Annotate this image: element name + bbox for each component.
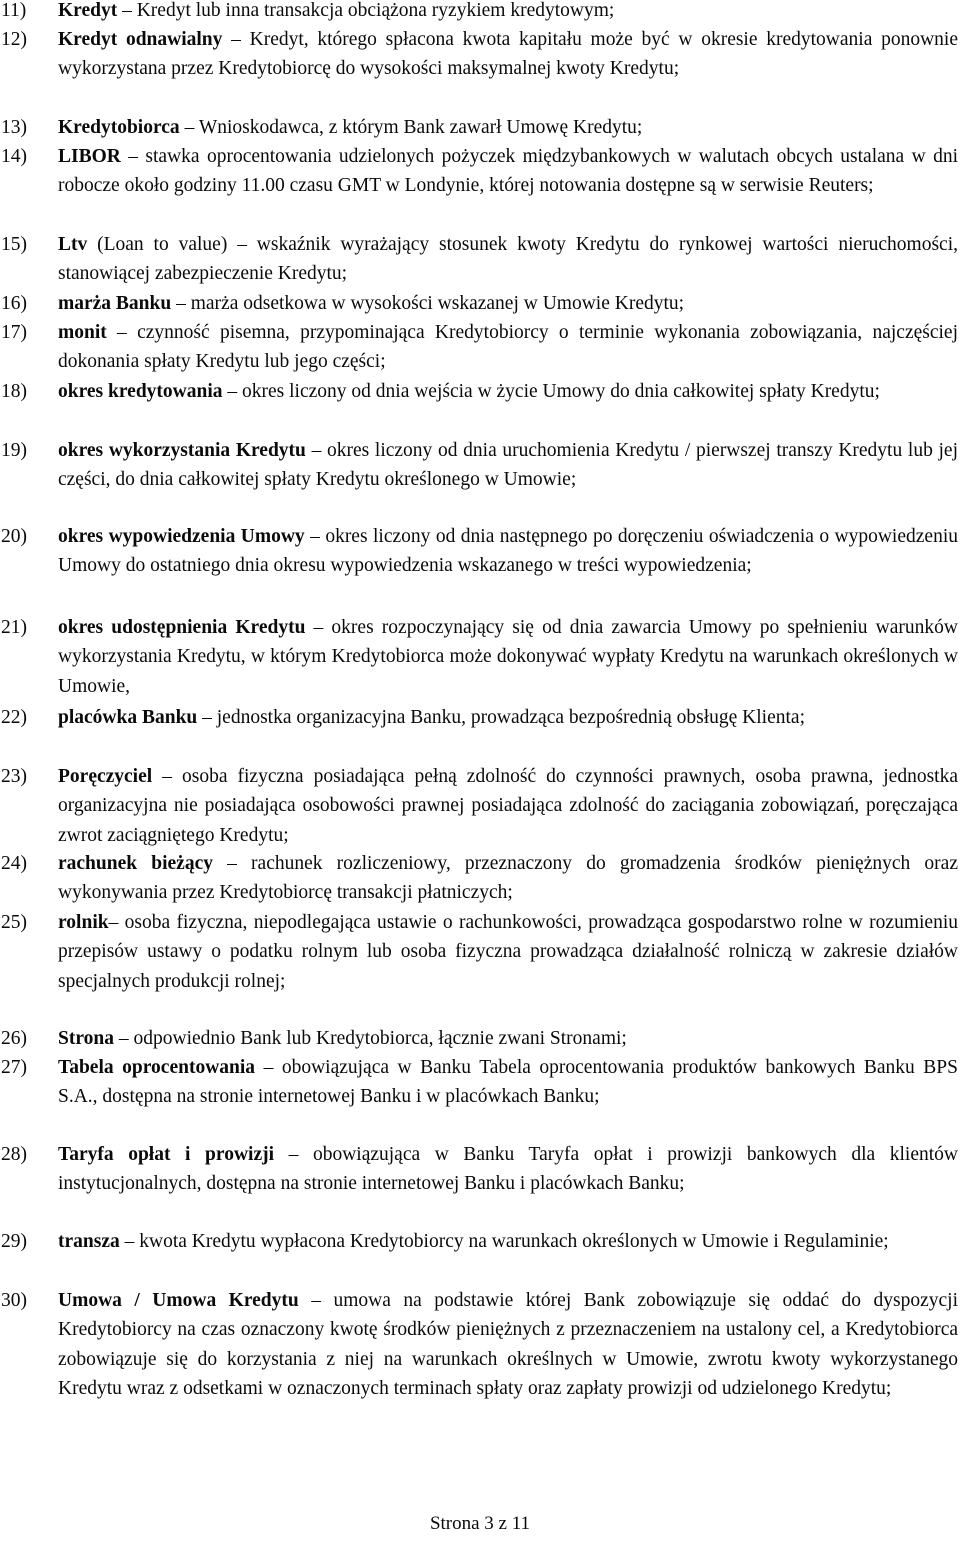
item-text — [58, 113, 958, 142]
item-text — [58, 142, 958, 201]
item-term: Kredytobiorca — [58, 117, 180, 138]
item-number: 24) — [1, 853, 27, 874]
item-text — [58, 908, 958, 996]
item-text — [58, 1053, 958, 1112]
item-term: okres kredytowania — [58, 381, 223, 402]
page-number-label: Strona 3 z 11 — [429, 1513, 531, 1534]
item-number: 26) — [1, 1028, 27, 1049]
item-number: 29) — [1, 1231, 27, 1252]
item-text — [58, 289, 958, 318]
item-term: placówka Banku — [58, 707, 198, 728]
item-number: 20) — [1, 526, 27, 547]
item-definition: – okres liczony od dnia uruchomienia Kredytu / pierwszej transzy Kredytu lub jej części, do dnia całkowitej spłaty Kredytu określonego w Umowie; — [58, 440, 958, 491]
item-definition: – odpowiednio Bank lub Kredytobiorca, łącznie zwani Stronami; — [114, 1028, 627, 1049]
item-term: LIBOR — [58, 146, 121, 167]
item-text — [58, 1024, 958, 1053]
item-definition: – osoba fizyczna, niepodlegająca ustawie o rachunkowości, prowadząca gospodarstwo rolne w rozumieniu przepisów ustawy o podatku rolnym lub osoba fizyczna prowadząca działalność rolniczą w zakresie działów specjalnych produkcji rolnej; — [58, 912, 958, 992]
item-term: transza — [58, 1231, 120, 1252]
item-text — [58, 1286, 958, 1404]
item-definition: – osoba fizyczna posiadająca pełną zdolność do czynności prawnych, osoba prawna, jednostka organizacyjna nie posiadająca osobowości prawnej posiadająca zdolność do zaciągania zobowiązań, poręczająca zwrot zaciągniętego Kredytu; — [58, 766, 958, 846]
item-number: 13) — [1, 117, 27, 138]
item-definition: – jednostka organizacyjna Banku, prowadząca bezpośrednią obsługę Klienta; — [197, 707, 805, 728]
item-text — [58, 522, 958, 581]
item-text — [58, 377, 958, 406]
item-term: okres wykorzystania Kredytu — [58, 440, 306, 461]
item-number: 17) — [1, 322, 27, 343]
item-term: rolnik — [58, 912, 109, 933]
item-definition: – umowa na podstawie której Bank zobowiązuje się oddać do dyspozycji Kredytobiorcy na czas oznaczony kwotę środków pieniężnych z przeznaczeniem na ustalony cel, a Kredytobiorca zobowiązuje się do korzystania z niej na warunkach określnych w Umowie, zwrotu kwoty wykorzystanego Kredytu wraz z odsetkami w oznaczonych terminach spłaty oraz zapłaty prowizji od udzielonego Kredytu; — [58, 1290, 959, 1400]
item-term: okres udostępnienia Kredytu — [58, 617, 306, 638]
item-term: Kredyt odnawialny — [58, 29, 223, 50]
item-text — [58, 436, 958, 495]
item-term: monit — [58, 322, 107, 343]
item-number: 19) — [1, 440, 27, 461]
item-number: 14) — [1, 146, 27, 167]
item-term: Strona — [58, 1028, 114, 1049]
item-text — [58, 703, 958, 732]
item-definition: – okres liczony od dnia wejścia w życie Umowy do dnia całkowitej spłaty Kredytu; — [222, 381, 880, 402]
item-definition: – marża odsetkowa w wysokości wskazanej w Umowie Kredytu; — [171, 293, 685, 314]
item-number: 16) — [1, 293, 27, 314]
item-definition: – okres rozpoczynający się od dnia zawarcia Umowy po spełnieniu warunków wykorzystania Kredytu, w którym Kredytobiorca może dokonywać wypłaty Kredytu na warunkach określonych w Umowie, — [58, 617, 958, 697]
item-definition: – kwota Kredytu wypłacona Kredytobiorcy na warunkach określonych w Umowie i Regulaminie; — [119, 1231, 889, 1252]
item-number: 15) — [1, 234, 27, 255]
item-number: 30) — [1, 1290, 27, 1311]
item-term: rachunek bieżący — [58, 853, 213, 874]
item-term: Taryfa opłat i prowizji — [58, 1144, 275, 1165]
item-text — [58, 1140, 958, 1199]
item-text — [58, 0, 958, 25]
item-number: 27) — [1, 1057, 27, 1078]
item-text — [58, 230, 958, 289]
item-number: 25) — [1, 912, 27, 933]
item-text — [58, 25, 958, 84]
item-text — [58, 762, 958, 850]
item-term: Kredyt — [58, 0, 118, 21]
item-definition: – Kredyt lub inna transakcja obciążona ryzykiem kredytowym; — [117, 0, 615, 21]
item-term: Tabela oprocentowania — [58, 1057, 256, 1078]
item-term: Umowa / Umowa Kredytu — [58, 1290, 299, 1311]
item-number: 18) — [1, 381, 27, 402]
item-number: 23) — [1, 766, 27, 787]
item-definition: (Loan to value) – wskaźnik wyrażający stosunek kwoty Kredytu do rynkowej wartości nieruchomości, stanowiącej zabezpieczenie Kredytu; — [58, 234, 958, 285]
item-definition: – obowiązująca w Banku Tabela oprocentowania produktów bankowych Banku BPS S.A., dostępna na stronie internetowej Banku i w placówkach Banku; — [58, 1057, 958, 1108]
item-term: Ltv — [58, 234, 88, 255]
item-definition: – Kredyt, którego spłacona kwota kapitału może być w okresie kredytowania ponownie wykorzystana przez Kredytobiorcę do wysokości maksymalnej kwoty Kredytu; — [58, 29, 958, 80]
item-number: 12) — [1, 29, 27, 50]
item-definition: – rachunek rozliczeniowy, przeznaczony do gromadzenia środków pieniężnych oraz wykonywania przez Kredytobiorcę transakcji płatniczych; — [58, 853, 958, 904]
item-definition: – stawka oprocentowania udzielonych pożyczek międzybankowych w walutach obcych ustalana w dni robocze około godziny 11.00 czasu GMT w Londynie, której notowania dostępne są w serwisie Reuters; — [58, 146, 958, 197]
item-term: marża Banku — [58, 293, 172, 314]
item-definition: – czynność pisemna, przypominająca Kredytobiorcy o terminie wykonania zobowiązania, najczęściej dokonania spłaty Kredytu lub jego części; — [58, 322, 958, 373]
item-text — [58, 849, 958, 908]
item-text — [58, 318, 958, 377]
item-definition: – Wnioskodawca, z którym Bank zawarł Umowę Kredytu; — [179, 117, 643, 138]
item-number: 22) — [1, 707, 27, 728]
item-text — [58, 613, 958, 701]
item-term: okres wypowiedzenia Umowy — [58, 526, 305, 547]
item-definition: – obowiązująca w Banku Taryfa opłat i prowizji bankowych dla klientów instytucjonalnych, dostępna na stronie internetowej Banku i placówkach Banku; — [58, 1144, 958, 1195]
item-number: 11) — [1, 0, 27, 21]
item-number: 21) — [1, 617, 27, 638]
item-definition: – okres liczony od dnia następnego po doręczeniu oświadczenia o wypowiedzeniu Umowy do ostatniego dnia okresu wypowiedzenia wskazanego w treści wypowiedzenia; — [58, 526, 958, 577]
item-text — [58, 1227, 958, 1256]
page-footer — [0, 1512, 960, 1536]
item-number: 28) — [1, 1144, 27, 1165]
item-term: Poręczyciel — [58, 766, 153, 787]
